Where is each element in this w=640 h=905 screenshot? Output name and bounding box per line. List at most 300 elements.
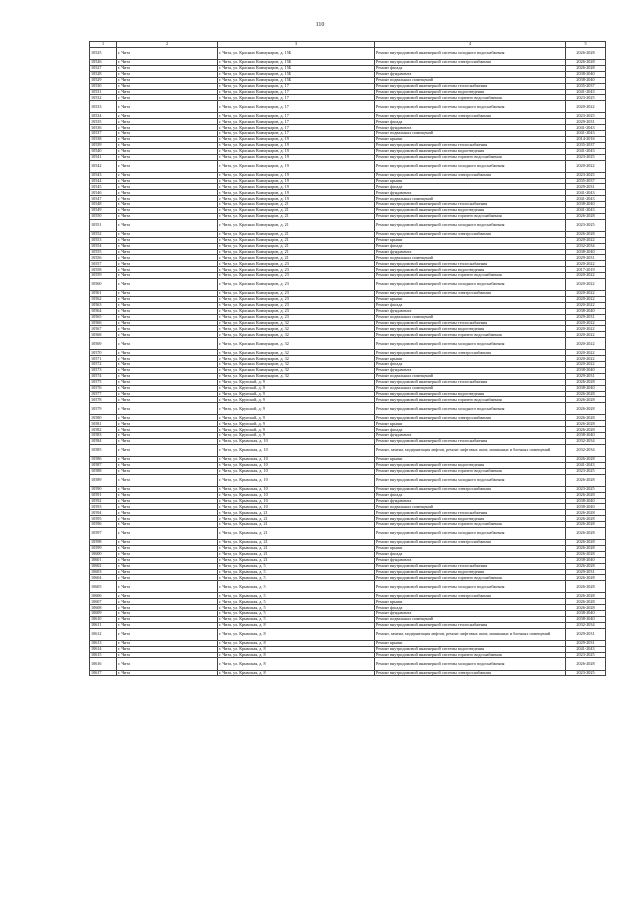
address-cell: г. Чита, ул. Красных Коммунаров, д. 19 <box>218 178 375 184</box>
table-row <box>90 219 606 231</box>
period-cell: 2041-2043 <box>566 646 606 652</box>
row-number: 10601 <box>90 557 117 563</box>
period-cell: 2020-2022 <box>566 160 606 172</box>
city-cell: г. Чита <box>117 438 218 444</box>
address-cell: г. Чита, ул. Крымская, д. 5 <box>218 581 375 593</box>
work-type-cell: Ремонт внутридомовой инженерной системы теплоснабжения <box>375 261 566 267</box>
row-number: 10545 <box>90 184 117 190</box>
work-type-cell: Ремонт крыши <box>375 545 566 551</box>
period-cell: 2029-2031 <box>566 373 606 379</box>
period-cell: 2041-2043 <box>566 125 606 131</box>
work-type-cell: Ремонт внутридомовой инженерной системы электроснабжения <box>375 113 566 119</box>
city-cell: г. Чита <box>117 219 218 231</box>
row-number: 10600 <box>90 551 117 557</box>
address-cell: г. Чита, ул. Крымская, д. 10 <box>218 492 375 498</box>
period-cell: 2026-2028 <box>566 391 606 397</box>
row-number: 10585 <box>90 444 117 456</box>
city-cell: г. Чита <box>117 249 218 255</box>
period-cell: 2026-2028 <box>566 540 606 546</box>
row-number: 10533 <box>90 101 117 113</box>
work-type-cell: Ремонт внутридомовой инженерной системы электроснабжения <box>375 350 566 356</box>
address-cell: г. Чита, ул. Красных Коммунаров, д. 19 <box>218 154 375 160</box>
row-number: 10531 <box>90 89 117 95</box>
city-cell: г. Чита <box>117 178 218 184</box>
city-cell: г. Чита <box>117 652 218 658</box>
period-cell: 2032-2034 <box>566 622 606 628</box>
row-number: 10529 <box>90 77 117 83</box>
row-number: 10586 <box>90 456 117 462</box>
row-number: 10582 <box>90 427 117 433</box>
address-cell: г. Чита, ул. Красных Коммунаров, д. 17 <box>218 119 375 125</box>
row-number: 10535 <box>90 119 117 125</box>
address-cell: г. Чита, ул. Красных Коммунаров, д. 21 <box>218 237 375 243</box>
city-cell: г. Чита <box>117 202 218 208</box>
row-number: 10589 <box>90 474 117 486</box>
city-cell: г. Чита <box>117 196 218 202</box>
period-cell: 2026-2028 <box>566 510 606 516</box>
period-cell: 2032-2034 <box>566 438 606 444</box>
address-cell: г. Чита, ул. Крымская, д. 21 <box>218 527 375 539</box>
city-cell: г. Чита <box>117 190 218 196</box>
address-cell: г. Чита, ул. Красных Коммунаров, д. 23 <box>218 273 375 279</box>
row-number: 10528 <box>90 71 117 77</box>
row-number: 10539 <box>90 142 117 148</box>
period-cell: 2041-2043 <box>566 148 606 154</box>
period-cell: 2023-2025 <box>566 154 606 160</box>
work-type-cell: Ремонт внутридомовой инженерной системы холодного водоснабжения <box>375 278 566 290</box>
row-number: 10579 <box>90 403 117 415</box>
city-cell: г. Чита <box>117 154 218 160</box>
table-row <box>90 160 606 172</box>
period-cell: 2032-2034 <box>566 444 606 456</box>
period-cell: 2041-2043 <box>566 196 606 202</box>
work-type-cell: Ремонт внутридомовой инженерной системы водоотведения <box>375 207 566 213</box>
address-cell: г. Чита, ул. Крымская, д. 10 <box>218 498 375 504</box>
address-cell: г. Чита, ул. Крупской, д. 9 <box>218 427 375 433</box>
row-number: 10552 <box>90 231 117 237</box>
table-row <box>90 444 606 456</box>
city-cell: г. Чита <box>117 527 218 539</box>
city-cell: г. Чита <box>117 611 218 617</box>
row-number: 10547 <box>90 196 117 202</box>
period-cell: 2020-2022 <box>566 356 606 362</box>
address-cell: г. Чита, ул. Красных Коммунаров, д. 23 <box>218 261 375 267</box>
period-cell: 2017-2019 <box>566 267 606 273</box>
work-type-cell: Ремонт внутридомовой инженерной системы горячего водоснабжения <box>375 332 566 338</box>
work-type-cell: Ремонт подвальных помещений <box>375 255 566 261</box>
address-cell: г. Чита, ул. Крымская, д. 21 <box>218 557 375 563</box>
period-cell: 2026-2028 <box>566 48 606 60</box>
address-cell: г. Чита, ул. Крымская, д. 5 <box>218 599 375 605</box>
work-type-cell: Ремонт крыши <box>375 178 566 184</box>
row-number: 10534 <box>90 113 117 119</box>
work-type-cell: Ремонт крыши <box>375 421 566 427</box>
row-number: 10595 <box>90 516 117 522</box>
work-type-cell: Ремонт внутридомовой инженерной системы водоотведения <box>375 646 566 652</box>
city-cell: г. Чита <box>117 545 218 551</box>
address-cell: г. Чита, ул. Красных Коммунаров, д. 21 <box>218 231 375 237</box>
table-row <box>90 474 606 486</box>
period-cell: 2023-2025 <box>566 95 606 101</box>
work-type-cell: Ремонт внутридомовой инженерной системы теплоснабжения <box>375 438 566 444</box>
address-cell: г. Чита, ул. Крупской, д. 9 <box>218 421 375 427</box>
period-cell: 2026-2028 <box>566 581 606 593</box>
work-type-cell: Ремонт внутридомовой инженерной системы водоотведения <box>375 326 566 332</box>
period-cell: 2026-2028 <box>566 60 606 66</box>
city-cell: г. Чита <box>117 403 218 415</box>
city-cell: г. Чита <box>117 492 218 498</box>
table-row <box>90 101 606 113</box>
period-cell: 2026-2028 <box>566 231 606 237</box>
row-number: 10594 <box>90 510 117 516</box>
address-cell: г. Чита, ул. Крымская, д. 8 <box>218 658 375 670</box>
work-type-cell: Ремонт фасада <box>375 427 566 433</box>
period-cell: 2023-2025 <box>566 652 606 658</box>
row-number: 10598 <box>90 540 117 546</box>
table-row <box>90 527 606 539</box>
address-cell: г. Чита, ул. Красных Коммунаров, д. 17 <box>218 131 375 137</box>
address-cell: г. Чита, ул. Красных Коммунаров, д. 19 <box>218 190 375 196</box>
period-cell: 2038-2040 <box>566 77 606 83</box>
period-cell: 2020-2022 <box>566 101 606 113</box>
city-cell: г. Чита <box>117 427 218 433</box>
row-number: 10540 <box>90 148 117 154</box>
address-cell: г. Чита, ул. Красных Коммунаров, д. 19 <box>218 196 375 202</box>
row-number: 10565 <box>90 314 117 320</box>
work-type-cell: Ремонт фасада <box>375 184 566 190</box>
repair-schedule-table <box>89 41 606 676</box>
work-type-cell: Ремонт крыши <box>375 456 566 462</box>
work-type-cell: Ремонт внутридомовой инженерной системы водоотведения <box>375 267 566 273</box>
city-cell: г. Чита <box>117 291 218 297</box>
city-cell: г. Чита <box>117 557 218 563</box>
address-cell: г. Чита, ул. Крымская, д. 8 <box>218 628 375 640</box>
city-cell: г. Чита <box>117 131 218 137</box>
city-cell: г. Чита <box>117 421 218 427</box>
city-cell: г. Чита <box>117 373 218 379</box>
row-number: 10610 <box>90 616 117 622</box>
address-cell: г. Чита, ул. Крымская, д. 8 <box>218 652 375 658</box>
work-type-cell: Ремонт фундамента <box>375 367 566 373</box>
row-number: 10578 <box>90 397 117 403</box>
work-type-cell: Ремонт внутридомовой инженерной системы электроснабжения <box>375 172 566 178</box>
row-number: 10602 <box>90 563 117 569</box>
row-number: 10548 <box>90 202 117 208</box>
row-number: 10557 <box>90 261 117 267</box>
row-number: 10609 <box>90 611 117 617</box>
period-cell: 2026-2028 <box>566 403 606 415</box>
city-cell: г. Чита <box>117 444 218 456</box>
work-type-cell: Ремонт фундамента <box>375 125 566 131</box>
city-cell: г. Чита <box>117 113 218 119</box>
work-type-cell: Ремонт внутридомовой инженерной системы водоотведения <box>375 391 566 397</box>
city-cell: г. Чита <box>117 267 218 273</box>
page-number: 110 <box>315 22 325 28</box>
period-cell: 2041-2043 <box>566 89 606 95</box>
work-type-cell: Ремонт внутридомовой инженерной системы электроснабжения <box>375 231 566 237</box>
header-col-1: 1 <box>90 42 117 48</box>
period-cell: 2020-2022 <box>566 296 606 302</box>
address-cell: г. Чита, ул. Красных Коммунаров, д. 23 <box>218 308 375 314</box>
work-type-cell: Ремонт подвальных помещений <box>375 131 566 137</box>
address-cell: г. Чита, ул. Красных Коммунаров, д. 23 <box>218 296 375 302</box>
address-cell: г. Чита, ул. Красных Коммунаров, д. 15Б <box>218 77 375 83</box>
work-type-cell: Ремонт крыши <box>375 356 566 362</box>
address-cell: г. Чита, ул. Красных Коммунаров, д. 19 <box>218 136 375 142</box>
city-cell: г. Чита <box>117 148 218 154</box>
header-col-2: 2 <box>117 42 218 48</box>
work-type-cell: Ремонт внутридомовой инженерной системы водоотведения <box>375 462 566 468</box>
work-type-cell: Ремонт подвальных помещений <box>375 314 566 320</box>
address-cell: г. Чита, ул. Красных Коммунаров, д. 32 <box>218 320 375 326</box>
work-type-cell: Ремонт фасада <box>375 243 566 249</box>
row-number: 10567 <box>90 326 117 332</box>
address-cell: г. Чита, ул. Крымская, д. 5 <box>218 593 375 599</box>
period-cell: 2038-2040 <box>566 367 606 373</box>
city-cell: г. Чита <box>117 616 218 622</box>
row-number: 10526 <box>90 60 117 66</box>
row-number: 10596 <box>90 522 117 528</box>
city-cell: г. Чита <box>117 350 218 356</box>
row-number: 10611 <box>90 622 117 628</box>
work-type-cell: Ремонт подвальных помещений <box>375 504 566 510</box>
work-type-cell: Ремонт фундамента <box>375 498 566 504</box>
period-cell: 2026-2028 <box>566 575 606 581</box>
address-cell: г. Чита, ул. Крупской, д. 9 <box>218 403 375 415</box>
row-number: 10563 <box>90 302 117 308</box>
table-row <box>90 670 606 676</box>
work-type-cell: Ремонт фундамента <box>375 249 566 255</box>
city-cell: г. Чита <box>117 231 218 237</box>
period-cell: 2038-2040 <box>566 202 606 208</box>
city-cell: г. Чита <box>117 599 218 605</box>
address-cell: г. Чита, ул. Крымская, д. 10 <box>218 474 375 486</box>
work-type-cell: Ремонт внутридомовой инженерной системы теплоснабжения <box>375 622 566 628</box>
city-cell: г. Чита <box>117 314 218 320</box>
row-number: 10537 <box>90 131 117 137</box>
work-type-cell: Ремонт внутридомовой инженерной системы холодного водоснабжения <box>375 403 566 415</box>
period-cell: 2026-2028 <box>566 599 606 605</box>
city-cell: г. Чита <box>117 510 218 516</box>
row-number: 10576 <box>90 385 117 391</box>
table-row <box>90 48 606 60</box>
period-cell: 2026-2028 <box>566 658 606 670</box>
city-cell: г. Чита <box>117 456 218 462</box>
address-cell: г. Чита, ул. Крымская, д. 10 <box>218 444 375 456</box>
period-cell: 2026-2028 <box>566 516 606 522</box>
address-cell: г. Чита, ул. Красных Коммунаров, д. 32 <box>218 332 375 338</box>
city-cell: г. Чита <box>117 628 218 640</box>
address-cell: г. Чита, ул. Красных Коммунаров, д. 17 <box>218 101 375 113</box>
work-type-cell: Ремонт фасада <box>375 119 566 125</box>
city-cell: г. Чита <box>117 474 218 486</box>
row-number: 10591 <box>90 492 117 498</box>
address-cell: г. Чита, ул. Красных Коммунаров, д. 21 <box>218 255 375 261</box>
address-cell: г. Чита, ул. Крымская, д. 5 <box>218 575 375 581</box>
work-type-cell: Ремонт фундамента <box>375 557 566 563</box>
period-cell: 2029-2031 <box>566 255 606 261</box>
row-number: 10561 <box>90 291 117 297</box>
work-type-cell: Ремонт внутридомовой инженерной системы электроснабжения <box>375 486 566 492</box>
work-type-cell: Ремонт крыши <box>375 136 566 142</box>
work-type-cell: Ремонт внутридомовой инженерной системы теплоснабжения <box>375 320 566 326</box>
city-cell: г. Чита <box>117 391 218 397</box>
period-cell: 2026-2028 <box>566 427 606 433</box>
row-number: 10568 <box>90 332 117 338</box>
work-type-cell: Ремонт внутридомовой инженерной системы теплоснабжения <box>375 142 566 148</box>
row-number: 10606 <box>90 593 117 599</box>
work-type-cell: Ремонт фасада <box>375 605 566 611</box>
address-cell: г. Чита, ул. Красных Коммунаров, д. 19 <box>218 184 375 190</box>
row-number: 10570 <box>90 350 117 356</box>
row-number: 10599 <box>90 545 117 551</box>
row-number: 10530 <box>90 83 117 89</box>
work-type-cell: Ремонт внутридомовой инженерной системы холодного водоснабжения <box>375 581 566 593</box>
work-type-cell: Ремонт внутридомовой инженерной системы теплоснабжения <box>375 563 566 569</box>
period-cell: 2041-2043 <box>566 131 606 137</box>
city-cell: г. Чита <box>117 308 218 314</box>
header-col-3: 3 <box>218 42 375 48</box>
work-type-cell: Ремонт внутридомовой инженерной системы горячего водоснабжения <box>375 397 566 403</box>
work-type-cell: Ремонт, замена, модернизация лифтов, ремонт лифтовых шахт, машинных и блочных помещений <box>375 444 566 456</box>
work-type-cell: Ремонт внутридомовой инженерной системы теплоснабжения <box>375 83 566 89</box>
address-cell: г. Чита, ул. Красных Коммунаров, д. 15Б <box>218 60 375 66</box>
period-cell: 2029-2031 <box>566 640 606 646</box>
address-cell: г. Чита, ул. Крымская, д. 21 <box>218 516 375 522</box>
work-type-cell: Ремонт внутридомовой инженерной системы холодного водоснабжения <box>375 658 566 670</box>
city-cell: г. Чита <box>117 89 218 95</box>
work-type-cell: Ремонт внутридомовой инженерной системы водоотведения <box>375 89 566 95</box>
row-number: 10588 <box>90 468 117 474</box>
period-cell: 2026-2028 <box>566 421 606 427</box>
address-cell: г. Чита, ул. Крымская, д. 5 <box>218 569 375 575</box>
city-cell: г. Чита <box>117 338 218 350</box>
work-type-cell: Ремонт внутридомовой инженерной системы электроснабжения <box>375 670 566 676</box>
address-cell: г. Чита, ул. Крымская, д. 8 <box>218 640 375 646</box>
row-number: 10544 <box>90 178 117 184</box>
period-cell: 2020-2022 <box>566 302 606 308</box>
address-cell: г. Чита, ул. Красных Коммунаров, д. 23 <box>218 278 375 290</box>
period-cell: 2038-2040 <box>566 557 606 563</box>
period-cell: 2026-2028 <box>566 397 606 403</box>
work-type-cell: Ремонт крыши <box>375 599 566 605</box>
city-cell: г. Чита <box>117 95 218 101</box>
address-cell: г. Чита, ул. Крымская, д. 21 <box>218 551 375 557</box>
row-number: 10583 <box>90 433 117 439</box>
row-number: 10554 <box>90 243 117 249</box>
period-cell: 2035-2037 <box>566 83 606 89</box>
row-number: 10541 <box>90 154 117 160</box>
row-number: 10581 <box>90 421 117 427</box>
address-cell: г. Чита, ул. Красных Коммунаров, д. 32 <box>218 350 375 356</box>
city-cell: г. Чита <box>117 320 218 326</box>
address-cell: г. Чита, ул. Крымская, д. 8 <box>218 670 375 676</box>
row-number: 10564 <box>90 308 117 314</box>
address-cell: г. Чита, ул. Красных Коммунаров, д. 15Б <box>218 48 375 60</box>
work-type-cell: Ремонт внутридомовой инженерной системы теплоснабжения <box>375 202 566 208</box>
address-cell: г. Чита, ул. Крымская, д. 5 <box>218 611 375 617</box>
address-cell: г. Чита, ул. Красных Коммунаров, д. 21 <box>218 213 375 219</box>
address-cell: г. Чита, ул. Красных Коммунаров, д. 21 <box>218 243 375 249</box>
work-type-cell: Ремонт фасада <box>375 302 566 308</box>
city-cell: г. Чита <box>117 646 218 652</box>
address-cell: г. Чита, ул. Крупской, д. 9 <box>218 433 375 439</box>
period-cell: 2029-2031 <box>566 569 606 575</box>
address-cell: г. Чита, ул. Красных Коммунаров, д. 19 <box>218 148 375 154</box>
address-cell: г. Чита, ул. Красных Коммунаров, д. 32 <box>218 326 375 332</box>
work-type-cell: Ремонт внутридомовой инженерной системы холодного водоснабжения <box>375 338 566 350</box>
city-cell: г. Чита <box>117 172 218 178</box>
city-cell: г. Чита <box>117 125 218 131</box>
work-type-cell: Ремонт внутридомовой инженерной системы электроснабжения <box>375 415 566 421</box>
period-cell: 2038-2040 <box>566 504 606 510</box>
city-cell: г. Чита <box>117 551 218 557</box>
period-cell: 2026-2028 <box>566 545 606 551</box>
table-row <box>90 403 606 415</box>
period-cell: 2020-2022 <box>566 261 606 267</box>
row-number: 10560 <box>90 278 117 290</box>
city-cell: г. Чита <box>117 119 218 125</box>
row-number: 10593 <box>90 504 117 510</box>
row-number: 10536 <box>90 125 117 131</box>
period-cell: 2029-2031 <box>566 184 606 190</box>
city-cell: г. Чита <box>117 237 218 243</box>
city-cell: г. Чита <box>117 362 218 368</box>
period-cell: 2038-2040 <box>566 433 606 439</box>
address-cell: г. Чита, ул. Красных Коммунаров, д. 32 <box>218 362 375 368</box>
row-number: 10556 <box>90 255 117 261</box>
period-cell: 2026-2028 <box>566 213 606 219</box>
address-cell: г. Чита, ул. Крупской, д. 9 <box>218 391 375 397</box>
work-type-cell: Ремонт внутридомовой инженерной системы горячего водоснабжения <box>375 213 566 219</box>
period-cell: 2026-2028 <box>566 551 606 557</box>
city-cell: г. Чита <box>117 605 218 611</box>
period-cell: 2026-2028 <box>566 593 606 599</box>
work-type-cell: Ремонт внутридомовой инженерной системы горячего водоснабжения <box>375 273 566 279</box>
period-cell: 2020-2022 <box>566 278 606 290</box>
address-cell: г. Чита, ул. Красных Коммунаров, д. 21 <box>218 249 375 255</box>
city-cell: г. Чита <box>117 255 218 261</box>
address-cell: г. Чита, ул. Красных Коммунаров, д. 32 <box>218 338 375 350</box>
row-number: 10546 <box>90 190 117 196</box>
header-col-4: 4 <box>375 42 566 48</box>
city-cell: г. Чита <box>117 670 218 676</box>
period-cell: 2026-2028 <box>566 474 606 486</box>
period-cell: 2041-2043 <box>566 207 606 213</box>
period-cell: 2023-2025 <box>566 486 606 492</box>
address-cell: г. Чита, ул. Крымская, д. 10 <box>218 504 375 510</box>
row-number: 10616 <box>90 658 117 670</box>
address-cell: г. Чита, ул. Красных Коммунаров, д. 19 <box>218 172 375 178</box>
work-type-cell: Ремонт внутридомовой инженерной системы теплоснабжения <box>375 510 566 516</box>
address-cell: г. Чита, ул. Крымская, д. 8 <box>218 622 375 628</box>
city-cell: г. Чита <box>117 273 218 279</box>
row-number: 10577 <box>90 391 117 397</box>
row-number: 10587 <box>90 462 117 468</box>
table-row <box>90 581 606 593</box>
work-type-cell: Ремонт фундамента <box>375 433 566 439</box>
city-cell: г. Чита <box>117 243 218 249</box>
table-row <box>90 658 606 670</box>
address-cell: г. Чита, ул. Красных Коммунаров, д. 21 <box>218 219 375 231</box>
work-type-cell: Ремонт фасада <box>375 551 566 557</box>
period-cell: 2026-2028 <box>566 605 606 611</box>
address-cell: г. Чита, ул. Красных Коммунаров, д. 17 <box>218 125 375 131</box>
row-number: 10538 <box>90 136 117 142</box>
address-cell: г. Чита, ул. Крымская, д. 21 <box>218 522 375 528</box>
address-cell: г. Чита, ул. Красных Коммунаров, д. 17 <box>218 113 375 119</box>
row-number: 10525 <box>90 48 117 60</box>
